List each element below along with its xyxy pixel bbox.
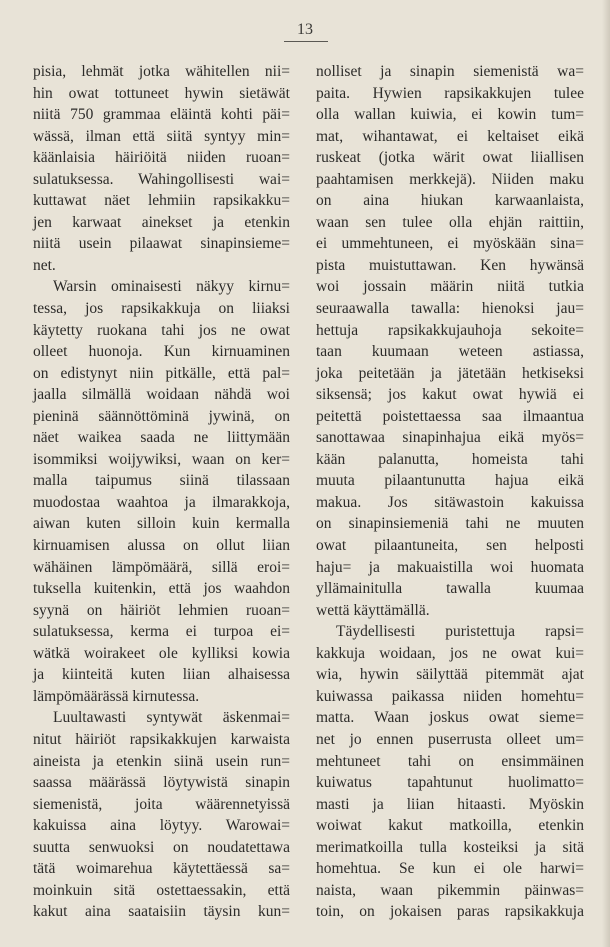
text-line-content: hettuja rapsikakkujauhoja sekoite= (316, 321, 584, 339)
text-line (316, 126, 584, 148)
text-line (33, 169, 290, 191)
text-line-content: tätä woimarehua käytettäessä sa= (33, 860, 290, 878)
text-line (33, 406, 290, 428)
text-line-content: sulatuksessa. Wahingollisesti wai= (33, 170, 290, 188)
text-line (33, 341, 290, 363)
text-line-content: pieninä säännöttöminä jywinä, on (33, 407, 290, 425)
text-line (33, 557, 290, 579)
text-line-content: Täydellisesti puristettuja rapsi= (336, 623, 584, 641)
text-line-content: niitä 750 grammaa eläintä kohti päi= (33, 106, 290, 124)
text-line-content: haju= ja makuaistilla woi huomata (316, 558, 584, 576)
paragraph (33, 61, 290, 276)
text-line-content: muodostaa waahtoa ja ilmarakkoja, (33, 493, 290, 511)
text-line (33, 492, 290, 514)
paragraph (33, 276, 290, 707)
text-line-content: syynä on häiriöt lehmien ruoan= (33, 601, 290, 619)
text-line (33, 190, 290, 212)
text-line-content: toin, on jokaisen paras rapsikakkuja (316, 903, 584, 921)
text-line (316, 858, 584, 880)
text-line-content: mehtuneet tahi on ensimmäinen (316, 752, 584, 770)
text-line-content: tessa, jos rapsikakkuja on liiaksi (33, 300, 290, 318)
page-edge-shadow (602, 0, 610, 947)
text-line (316, 880, 584, 902)
text-line (316, 707, 584, 729)
text-line-content: kakuissa aina löytyy. Warowai= (33, 817, 290, 835)
text-line-content: mat, wihantawat, ei keltaiset eikä (316, 127, 584, 145)
text-line (33, 858, 290, 880)
text-line (316, 664, 584, 686)
text-line-content: woi jossain määrin niitä tutkia (316, 278, 584, 296)
text-line-content: wia, hywin säilyttää pitemmät ajat (316, 666, 584, 684)
text-line-content: on sinapinsiemeniä tahi ne muuten (316, 515, 584, 533)
text-line-content: pisia, lehmät jotka wähitellen nii= (33, 63, 290, 80)
text-line-content: wettä käyttämällä. (316, 601, 430, 619)
text-line-content: merimatkoilla tulla kosteiksi ja sitä (316, 838, 584, 856)
text-line (33, 427, 290, 449)
text-line (316, 384, 584, 406)
text-line-content: siksensä; jos kakut owat hywiä ei (316, 386, 584, 404)
text-line (316, 578, 584, 600)
text-line-content: wähäinen lämpömäärä, sillä eroi= (33, 558, 290, 576)
text-line (316, 83, 584, 105)
text-line (33, 600, 290, 622)
text-line (33, 880, 290, 902)
text-line-content: saassa määrässä löytywistä sinapin (33, 774, 290, 792)
text-line (33, 664, 290, 686)
text-line-content: käytetty ruokana tahi jos ne owat (33, 321, 290, 339)
text-line (33, 83, 290, 105)
text-line-content: kakkuja woidaan, jos ne owat kui= (316, 644, 584, 662)
text-line-content: hin owat tottuneet hywin sietäwät (33, 84, 290, 102)
text-line (316, 470, 584, 492)
text-line-content: matta. Waan joskus owat sieme= (316, 709, 584, 727)
text-line-content: taan kuumaan weteen astiassa, (316, 343, 584, 361)
text-line (316, 427, 584, 449)
text-line-content: moinkuin sitä ostettaessakin, että (33, 881, 290, 899)
text-line-content: aineista ja etenkin siinä usein run= (33, 752, 290, 770)
text-line-content: Warsin ominaisesti näkyy kirnu= (53, 278, 290, 296)
page-number-rule (284, 41, 328, 42)
text-line-content: tuksella kuitenkin, että jos waahdon (33, 580, 290, 598)
text-line (33, 794, 290, 816)
text-line (316, 513, 584, 535)
text-line-content: isommiksi woijywiksi, waan on ker= (33, 450, 290, 468)
text-line (33, 320, 290, 342)
text-line (33, 729, 290, 751)
text-line-content: waan sen tulee olla ehjän raittiin, (316, 213, 584, 231)
paragraph (316, 61, 584, 621)
text-line-content: olla wallan kuiwia, ei kowin tum= (316, 106, 584, 124)
text-line-content: Luultawasti syntywät äskenmai= (53, 709, 290, 727)
text-line-content: ruskeat (jotka wärit owat liiallisen (316, 149, 584, 167)
left-text-column (33, 61, 290, 923)
text-line (316, 320, 584, 342)
text-line-content: seuraawalla tawalla: hienoksi jau= (316, 300, 584, 318)
text-line (316, 600, 584, 622)
text-line (33, 772, 290, 794)
text-line-content: makua. Jos sitäwastoin kakuissa (316, 493, 584, 511)
text-line (316, 233, 584, 255)
text-line (316, 643, 584, 665)
text-line-content: on aina hiukan karwaanlaista, (316, 192, 584, 210)
text-line (316, 276, 584, 298)
text-line (316, 815, 584, 837)
text-line-content: malla taipumus siinä tilassaan (33, 472, 290, 490)
text-line (33, 513, 290, 535)
text-line-content: suutta senwuoksi on noudatettawa (33, 838, 290, 856)
text-line (33, 384, 290, 406)
text-line-content: sanottawaa sinapinhajua eikä myös= (316, 429, 584, 447)
text-line-content: owat pilaantuneita, sen helposti (316, 537, 584, 555)
text-line (316, 169, 584, 191)
text-line (316, 147, 584, 169)
text-line-content: wässä, ilman että siitä syntyy min= (33, 127, 290, 145)
text-line (33, 61, 290, 83)
text-line (33, 751, 290, 773)
paragraph (316, 621, 584, 923)
text-line (316, 729, 584, 751)
text-line-content: paita. Hywien rapsikakkujen tulee (316, 84, 584, 102)
text-line (33, 535, 290, 557)
text-line-content: homehtua. Se kun ei ole harwi= (316, 860, 584, 878)
text-line (316, 406, 584, 428)
text-line (33, 686, 290, 708)
text-line-content: käänlaisia häiriöitä niiden ruoan= (33, 149, 290, 167)
text-line (33, 255, 290, 277)
text-line-content: jaalla silmällä woidaan nähdä woi (33, 386, 290, 404)
text-line (33, 449, 290, 471)
text-line-content: on edistynyt niin pitkälle, että pal= (33, 364, 290, 382)
text-line (316, 557, 584, 579)
text-line (316, 794, 584, 816)
text-line (316, 104, 584, 126)
text-line (33, 901, 290, 923)
text-line (316, 621, 584, 643)
text-line-content: ei ummehtuneen, ei myöskään sina= (316, 235, 584, 253)
text-line-content: olleet huonoja. Kun kirnuaminen (33, 343, 290, 361)
text-line (316, 341, 584, 363)
paragraph (33, 707, 290, 922)
text-line-content: kään palanutta, homeista tahi (316, 450, 584, 468)
right-text-column (316, 61, 584, 923)
text-line (316, 255, 584, 277)
text-line-content: niitä usein pilaawat sinapinsieme= (33, 235, 290, 253)
text-line (316, 298, 584, 320)
text-line (316, 190, 584, 212)
text-line-content: jen karwaat ainekset ja etenkin (33, 213, 290, 231)
text-line-content: siemenistä, joita wäärennetyissä (33, 795, 290, 813)
text-line-content: kuttawat näet lehmiin rapsikakku= (33, 192, 290, 210)
text-line (33, 815, 290, 837)
text-line-content: kakut aina saataisiin täysin kun= (33, 903, 290, 921)
text-line (33, 643, 290, 665)
text-line (33, 276, 290, 298)
text-line-content: yllämainitulla tawalla kuumaa (316, 580, 584, 598)
text-line (33, 126, 290, 148)
text-line (33, 470, 290, 492)
text-line (316, 212, 584, 234)
text-line-content: joka peitetään ja jätetään hetkiseksi (316, 364, 584, 382)
text-line-content: peitettä poistettaessa saa ilmaantua (316, 407, 584, 425)
text-line (33, 233, 290, 255)
text-line (33, 104, 290, 126)
text-line-content: net. (33, 256, 56, 274)
text-line-content: aiwan kuten silloin kuin kermalla (33, 515, 290, 533)
text-line-content: wätkä woirakeet ole kylliksi kowia (33, 644, 290, 662)
text-line-content: ja kiinteitä kuten liian alhaisessa (33, 666, 290, 684)
text-line-content: woiwat kakut matkoilla, etenkin (316, 817, 584, 835)
text-line-content: näet waikea saada ne liittymään (33, 429, 290, 447)
text-line (33, 621, 290, 643)
page-number: 13 (297, 21, 313, 38)
text-line (316, 492, 584, 514)
text-line (316, 686, 584, 708)
text-line-content: paahtamisen merkkejä). Niiden maku (316, 170, 584, 188)
text-line (33, 212, 290, 234)
text-line (33, 147, 290, 169)
text-line-content: nolliset ja sinapin siemenistä wa= (316, 63, 584, 80)
text-line-content: naista, waan pikemmin päinwas= (316, 881, 584, 899)
text-line-content: sulatuksessa, kerma ei turpoa ei= (33, 623, 290, 641)
text-line (33, 298, 290, 320)
text-line-content: kirnuamisen alussa on ollut liian (33, 537, 290, 555)
text-line (316, 449, 584, 471)
text-line (316, 751, 584, 773)
text-line-content: muuta pilaantunutta hajua eikä (316, 472, 584, 490)
text-line-content: net jo ennen puserrusta olleet um= (316, 730, 584, 748)
text-line (316, 901, 584, 923)
text-line (316, 837, 584, 859)
text-line-content: kuiwassa paikassa niiden homehtu= (316, 687, 584, 705)
text-line (316, 772, 584, 794)
text-line (316, 535, 584, 557)
text-line-content: lämpömäärässä kirnutessa. (33, 687, 200, 705)
text-line (316, 61, 584, 83)
text-line-content: masti ja liian hitaasti. Myöskin (316, 795, 584, 813)
text-line (33, 707, 290, 729)
text-line (316, 363, 584, 385)
text-line (33, 837, 290, 859)
text-line-content: kuiwatus tapahtunut huolimatto= (316, 774, 584, 792)
text-line-content: nitut häiriöt rapsikakkujen karwaista (33, 730, 290, 748)
text-line (33, 363, 290, 385)
text-line-content: pista muistuttawan. Ken hywänsä (316, 256, 584, 274)
text-line (33, 578, 290, 600)
